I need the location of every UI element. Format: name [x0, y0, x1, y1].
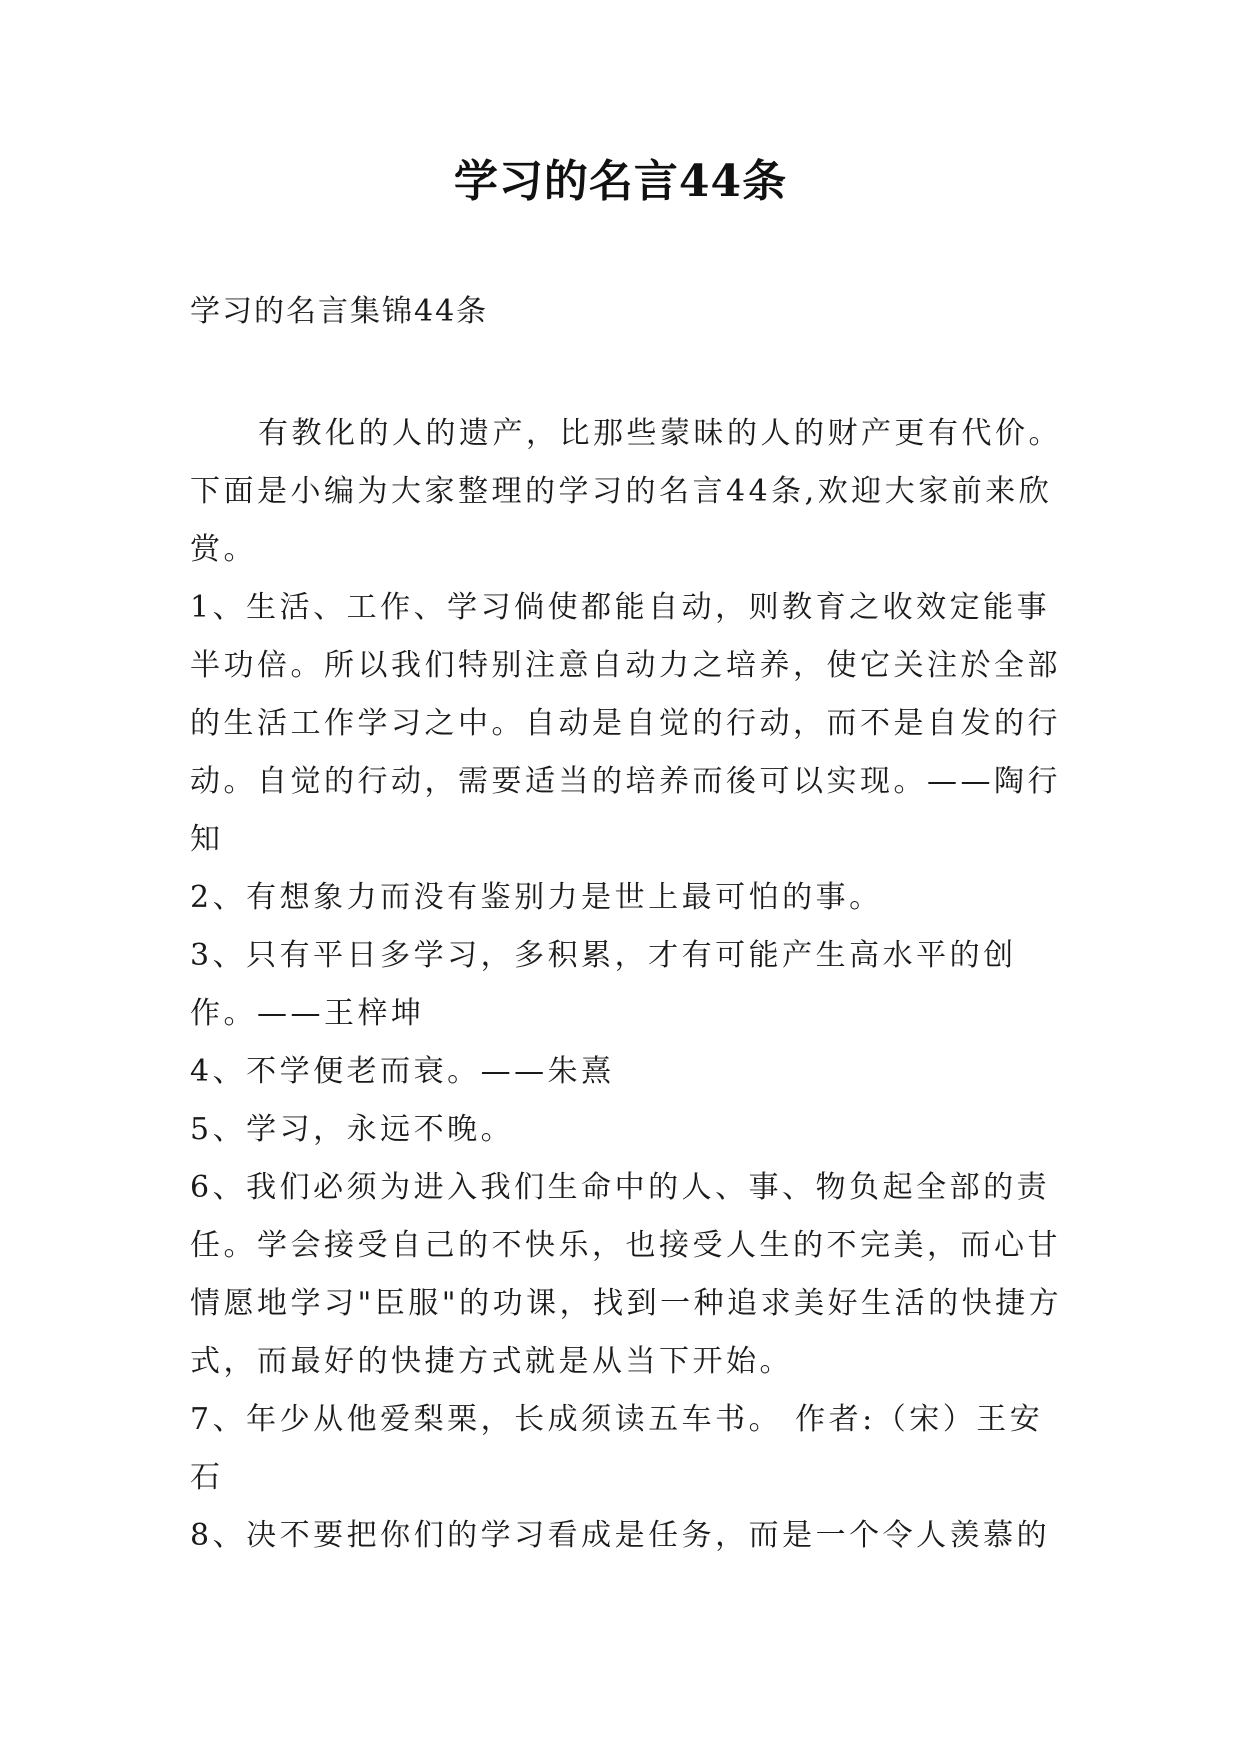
quote-1: 1、生活、工作、学习倘使都能自动，则教育之收效定能事半功倍。所以我们特别注意自动力之培养，使它关注於全部的生活工作学习之中。自动是自觉的行动，而不是自发的行动。自觉的行动，需要适当的培养而後可以实现。——陶行知 [190, 590, 1061, 857]
document-subtitle: 学习的名言集锦44条 [190, 294, 489, 329]
document-body [190, 405, 1070, 1565]
quote-5: 5、学习，永远不晚。 [190, 1112, 515, 1147]
document-title: 学习的名言44条 [453, 156, 788, 207]
quote-7: 7、年少从他爱梨栗，长成须读五车书。 作者:（宋）王安石 [190, 1402, 1044, 1495]
quote-8: 8、决不要把你们的学习看成是任务，而是一个令人羡慕的 [190, 1518, 1051, 1553]
intro-paragraph: 有教化的人的遗产，比那些蒙昧的人的财产更有代价。下面是小编为大家整理的学习的名言44条,欢迎大家前来欣赏。 [190, 416, 1062, 567]
quote-3: 3、只有平日多学习，多积累，才有可能产生高水平的创作。——王梓坤 [190, 938, 1017, 1031]
quote-6: 6、我们必须为进入我们生命中的人、事、物负起全部的责任。学会接受自己的不快乐，也接受人生的不完美，而心甘情愿地学习"臣服"的功课，找到一种追求美好生活的快捷方式，而最好的快捷方式就是从当下开始。 [190, 1170, 1063, 1379]
quote-2: 2、有想象力而没有鉴别力是世上最可怕的事。 [190, 880, 883, 915]
quote-4: 4、不学便老而衰。——朱熹 [190, 1054, 615, 1089]
